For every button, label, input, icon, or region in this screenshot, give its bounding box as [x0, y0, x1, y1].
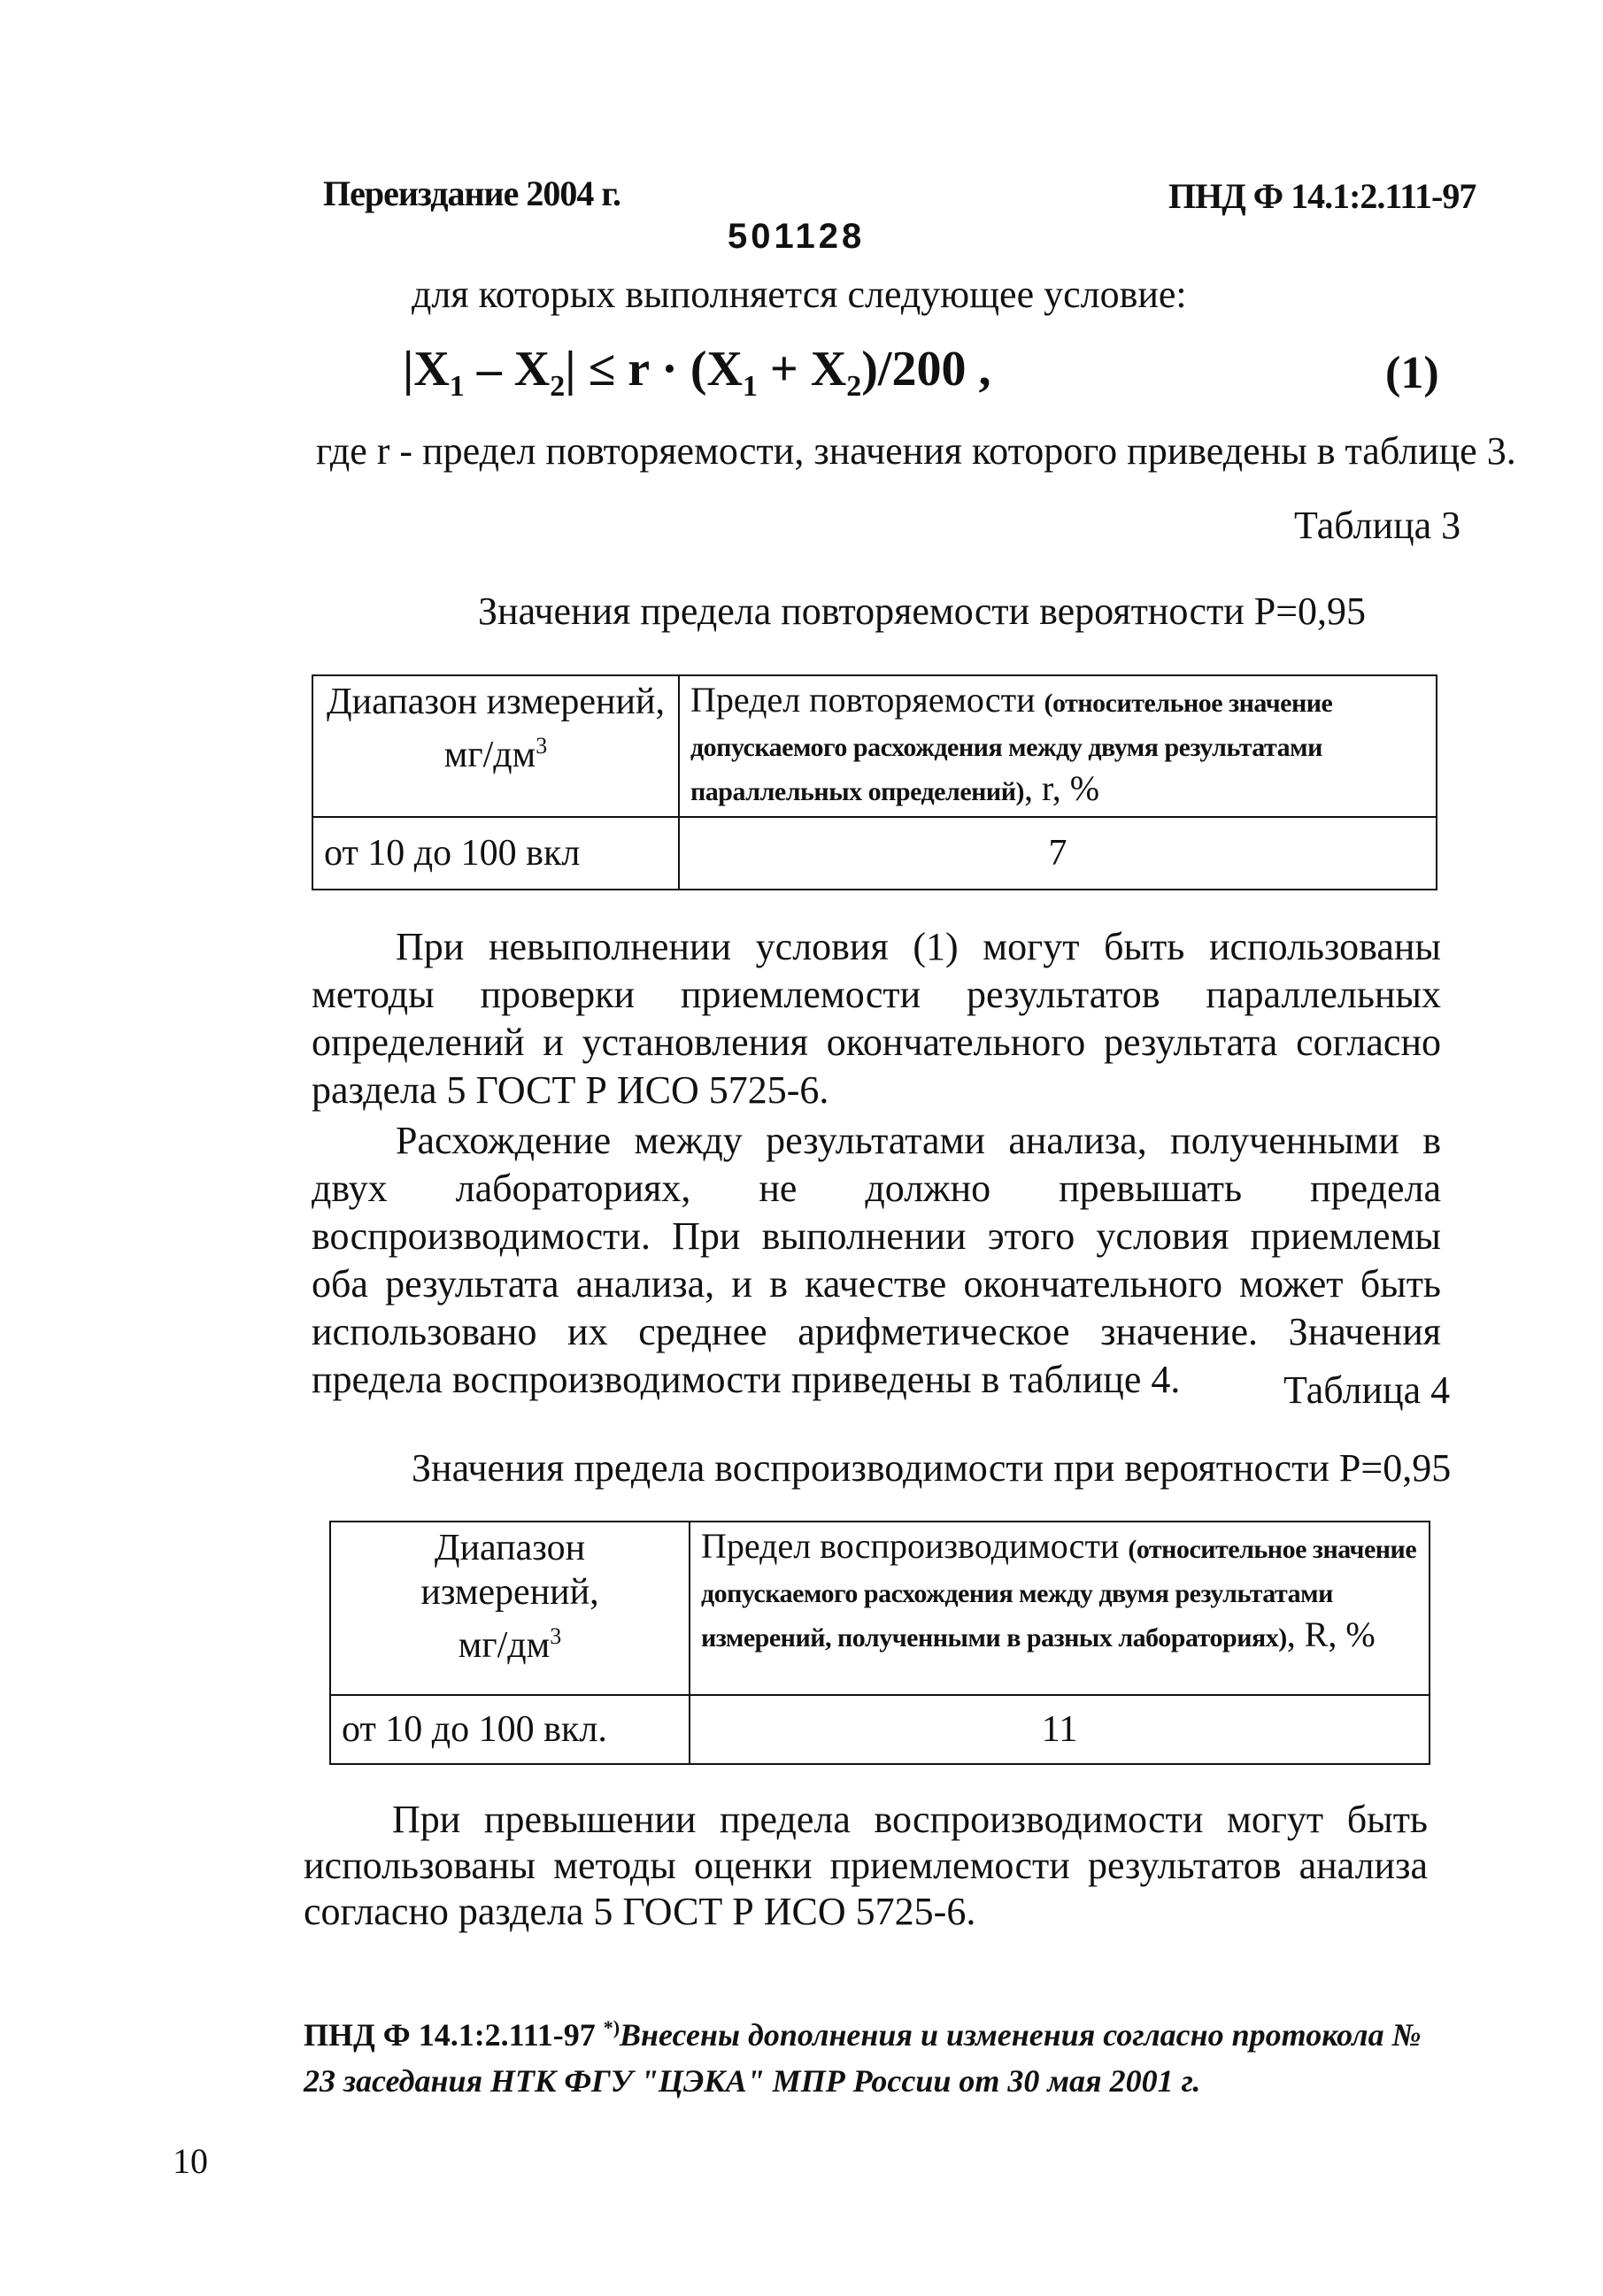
table4-label: Таблица 4 — [1283, 1368, 1451, 1412]
table4-caption: Значения предела воспроизводимости при вероятности Р=0,95 — [412, 1446, 1452, 1490]
table4 — [329, 1521, 1430, 1765]
table3-row-range: от 10 до 100 вкл — [312, 817, 679, 890]
formula-1: $|X_1 - X_2| \le r \cdot (X_1 + X_2)/200$ , — [403, 342, 991, 404]
table4-row-value: 11 — [690, 1695, 1430, 1764]
table4-header-range: Диапазон измерений, $мг/дм^3$ — [330, 1522, 690, 1695]
table3-caption: Значения предела повторяемости вероятности Р=0,95 — [478, 589, 1367, 633]
table3-header-limit: Предел повторяемости (относительное значение допускаемого расхождения между двумя результатами параллельных определений), r, % — [679, 675, 1437, 817]
table3-row-value: 7 — [679, 817, 1437, 890]
paragraph-1: При невыполнении условия (1) могут быть использованы методы проверки приемлемости результатов параллельных определений и установления окончательного результата согласно раздела 5 ГОСТ Р ИСО 5725-6. — [312, 925, 1441, 1112]
table4-header-limit: Предел воспроизводимости (относительное значение допускаемого расхождения между двумя результатами измерений, полученными в разных лабораториях), R, % — [690, 1522, 1430, 1695]
intro-text: для которых выполняется следующее условие: — [412, 273, 1187, 316]
reissue-note: Переиздание 2004 г. — [323, 173, 620, 213]
table3-header-range: Диапазон измерений, $мг/дм^3$ — [312, 675, 679, 817]
page-number: 10 — [173, 2141, 208, 2181]
footnote: ПНД Ф 14.1:2.111-97 *)Внесены дополнения и изменения согласно протокола № 23 заседания НТК ФГУ "ЦЭКА" МПР России от 30 мая 2001 г. — [304, 2016, 1422, 2099]
table4-row-range: от 10 до 100 вкл. — [330, 1695, 690, 1764]
where-text: где r - предел повторяемости, значения которого приведены в таблице 3. — [316, 429, 1516, 473]
document-number: 501128 — [728, 217, 866, 256]
paragraph-2: Расхождение между результатами анализа, полученными в двух лабораториях, не должно превышать предела воспроизводимости. При выполнении этого условия приемлемы оба результата анализа, и в качестве окончательного может быть использовано их среднее арифметическое значение. Значения предела воспроизводимости приведены в таблице 4. — [312, 1119, 1441, 1401]
paragraph-3: При превышении предела воспроизводимости могут быть использованы методы оценки приемлемости результатов анализа согласно раздела 5 ГОСТ Р ИСО 5725-6. — [304, 1798, 1428, 1933]
document-code: ПНД Ф 14.1:2.111-97 — [1168, 176, 1476, 216]
formula-number: (1) — [1385, 348, 1439, 398]
table3-label: Таблица 3 — [1294, 504, 1461, 547]
table3 — [312, 674, 1437, 890]
